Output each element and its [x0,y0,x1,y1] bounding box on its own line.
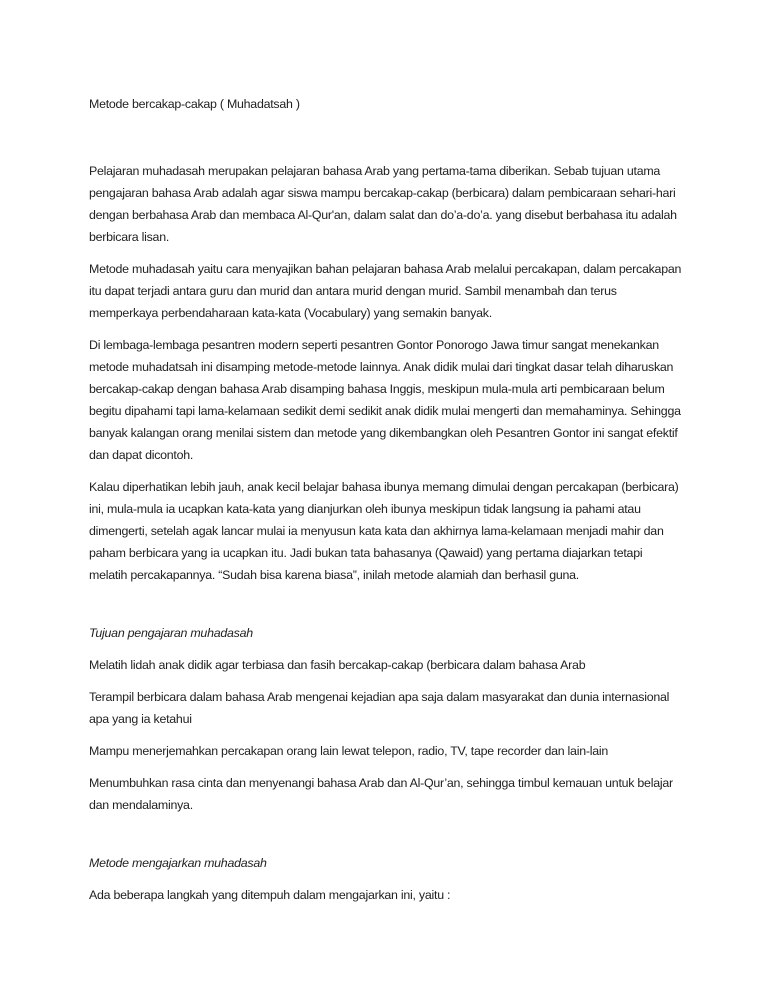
tujuan-item-4: Menumbuhkan rasa cinta dan menyenangi bahasa Arab dan Al-Qur’an, sehingga timbul kemauan untuk belajar dan mendalaminya. [89,776,673,812]
section-heading-metode: Metode mengajarkan muhadasah [89,856,267,870]
spacer [89,115,683,160]
paragraph-intro-1: Pelajaran muhadasah merupakan pelajaran bahasa Arab yang pertama-tama diberikan. Sebab tujuan utama pengajaran bahasa Arab adalah agar siswa mampu bercakap-cakap (berbicara) dalam pembicaraan sehari-hari dengan berbahasa Arab dan membaca Al-Qur'an, dalam salat dan do’a-do’a. yang disebut berbahasa itu adalah berbicara lisan. [89,164,677,244]
paragraph-intro-2: Metode muhadasah yaitu cara menyajikan bahan pelajaran bahasa Arab melalui percakapan, dalam percakapan itu dapat terjadi antara guru dan murid dan antara murid dengan murid. Sambil menambah dan terus memperkaya perbendaharaan kata-kata (Vocabulary) yang semakin banyak. [89,262,682,320]
document-title: Metode bercakap-cakap ( Muhadatsah ) [89,97,300,111]
section-heading-tujuan: Tujuan pengajaran muhadasah [89,626,253,640]
document-body [89,93,683,916]
paragraph-intro-3: Di lembaga-lembaga pesantren modern seperti pesantren Gontor Ponorogo Jawa timur sangat menekankan metode muhadatsah ini disamping metode-metode lainnya. Anak didik mulai dari tingkat dasar telah diharuskan bercakap-cakap dengan bahasa Arab disamping bahasa Inggis, meskipun mula-mula arti pembicaraan belum begitu dipahami tapi lama-kelamaan sedikit demi sedikit anak didik mulai mengerti dan memahaminya. Sehingga banyak kalangan orang menilai sistem dan metode yang dikembangkan oleh Pesantren Gontor ini sangat efektif dan dapat dicontoh. [89,338,681,462]
spacer [89,596,683,622]
paragraph-intro-4: Kalau diperhatikan lebih jauh, anak kecil belajar bahasa ibunya memang dimulai dengan percakapan (berbicara) ini, mula-mula ia ucapkan kata-kata yang dianjurkan oleh ibunya meskipun tidak langsung ia pahami atau dimengerti, setelah agak lancar mulai ia menyusun kata kata dan akhirnya lama-kelamaan menjadi mahir dan paham berbicara yang ia ucapkan itu. Jadi bukan tata bahasanya (Qawaid) yang pertama diajarkan tetapi melatih percakapannya. “Sudah bisa karena biasa”, inilah metode alamiah dan berhasil guna. [89,480,679,582]
metode-intro: Ada beberapa langkah yang ditempuh dalam mengajarkan ini, yaitu : [89,888,451,902]
tujuan-item-2: Terampil berbicara dalam bahasa Arab mengenai kejadian apa saja dalam masyarakat dan dunia internasional apa yang ia ketahui [89,690,670,726]
tujuan-item-3: Mampu menerjemahkan percakapan orang lain lewat telepon, radio, TV, tape recorder dan lain-lain [89,744,609,758]
tujuan-item-1: Melatih lidah anak didik agar terbiasa dan fasih bercakap-cakap (berbicara dalam bahasa Arab [89,658,586,672]
spacer [89,826,683,852]
